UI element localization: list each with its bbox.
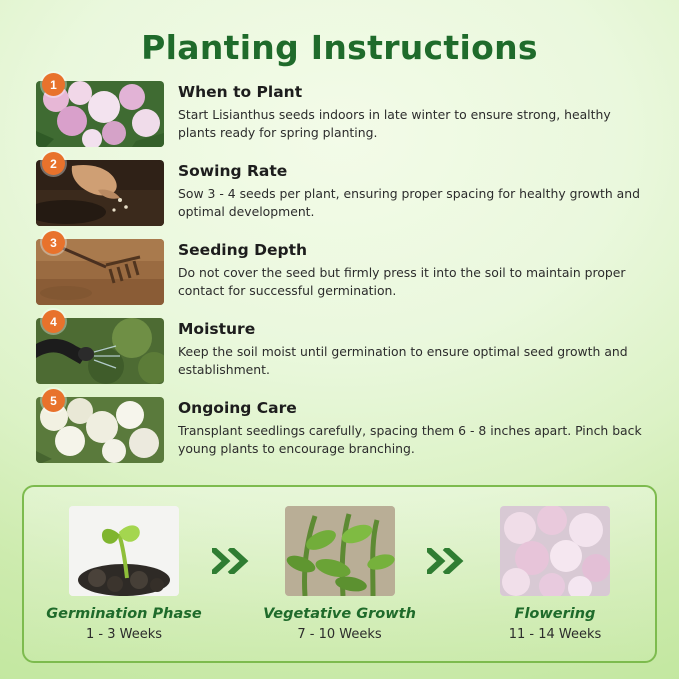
- step-number-badge: 1: [42, 73, 65, 96]
- step-number-badge: 2: [42, 152, 65, 175]
- step-title: When to Plant: [178, 83, 303, 101]
- list-item: [36, 235, 645, 305]
- phase-duration: 7 - 10 Weeks: [297, 627, 382, 642]
- step-title: Sowing Rate: [178, 162, 288, 180]
- phase-duration: 11 - 14 Weeks: [508, 627, 602, 642]
- sprouting-seedling-photo: [69, 506, 179, 596]
- step-text: [178, 318, 645, 378]
- step-description: Keep the soil moist until germination to ensure optimal seed growth and establishment.: [178, 344, 628, 377]
- chevron-double-right-icon: [209, 548, 255, 574]
- timeline-phase-flowering: [471, 506, 639, 642]
- chevron-double-right-icon: [424, 548, 470, 574]
- list-item: [36, 77, 645, 147]
- growth-timeline: [22, 485, 657, 663]
- list-item: [36, 156, 645, 226]
- phase-name: Germination Phase: [46, 606, 202, 622]
- phase-duration: 1 - 3 Weeks: [85, 627, 163, 642]
- step-image-wrapper: [36, 393, 164, 463]
- timeline-phase-vegetative: [256, 506, 424, 642]
- step-description: Sow 3 - 4 seeds per plant, ensuring proper spacing for healthy growth and optimal development.: [178, 186, 640, 219]
- step-image-wrapper: [36, 314, 164, 384]
- step-number-badge: 3: [42, 231, 65, 254]
- list-item: [36, 393, 645, 463]
- step-text: [178, 81, 645, 141]
- step-text: [178, 160, 645, 220]
- step-image-wrapper: [36, 77, 164, 147]
- step-text: [178, 239, 645, 299]
- green-foliage-photo: [285, 506, 395, 596]
- step-description: Start Lisianthus seeds indoors in late winter to ensure strong, healthy plants ready for spring planting.: [178, 107, 611, 140]
- step-title: Ongoing Care: [178, 399, 297, 417]
- pink-flowers-photo: [500, 506, 610, 596]
- step-text: [178, 397, 645, 457]
- phase-name: Vegetative Growth: [263, 606, 416, 622]
- step-number-badge: 5: [42, 389, 65, 412]
- page-title: Planting Instructions: [141, 28, 538, 67]
- timeline-phase-germination: [40, 506, 208, 642]
- step-title: Moisture: [178, 320, 256, 338]
- steps-list: [0, 77, 679, 463]
- step-description: Transplant seedlings carefully, spacing them 6 - 8 inches apart. Pinch back young plants to encourage branching.: [178, 423, 642, 456]
- step-title: Seeding Depth: [178, 241, 308, 259]
- list-item: [36, 314, 645, 384]
- step-number-badge: 4: [42, 310, 65, 333]
- phase-name: Flowering: [514, 606, 596, 622]
- step-image-wrapper: [36, 235, 164, 305]
- step-description: Do not cover the seed but firmly press it into the soil to maintain proper contact for successful germination.: [178, 265, 626, 298]
- step-image-wrapper: [36, 156, 164, 226]
